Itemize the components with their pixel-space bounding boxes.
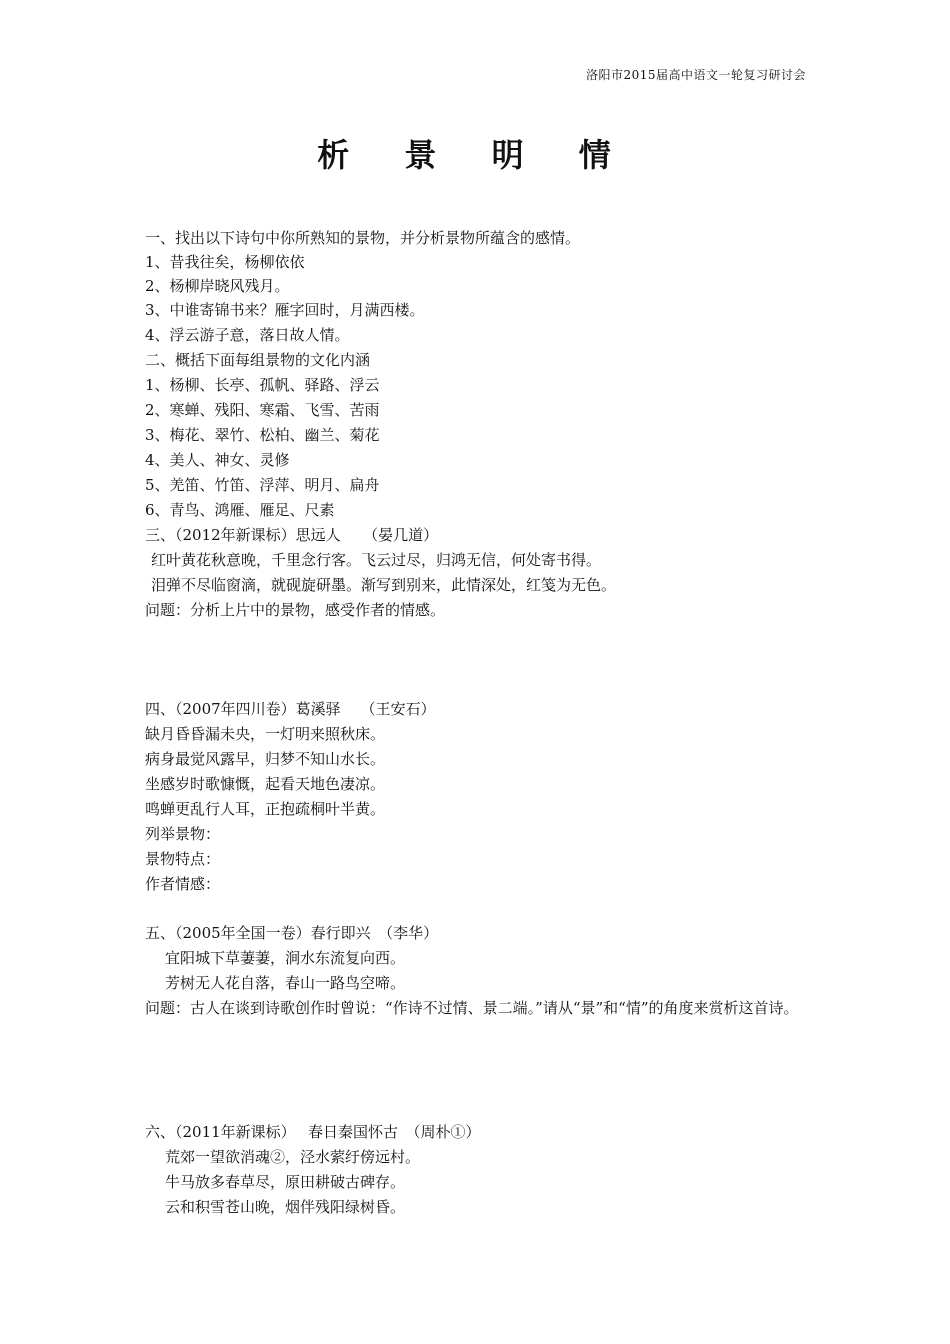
section3-poem-line: 泪弹不尽临窗滴，就砚旋研墨。渐写到别来，此情深处，红笺为无色。 (151, 576, 617, 594)
page-header: 洛阳市2015届高中语文一轮复习研讨会 (585, 68, 806, 82)
section1-heading: 一、找出以下诗句中你所熟知的景物，并分析景物所蕴含的感情。 (145, 229, 581, 247)
section6-poem-line: 荒郊一望欲消魂②，泾水萦纡傍远村。 (165, 1148, 421, 1166)
section4-poem-line: 坐感岁时歌慷慨，起看天地色凄凉。 (145, 775, 386, 793)
section5-poem-line: 宜阳城下草萋萋，涧水东流复向西。 (165, 949, 406, 967)
section6-heading: 六、（2011年新课标） 春日秦国怀古 （周朴①） (145, 1123, 481, 1141)
section5-question: 问题：古人在谈到诗歌创作时曾说：“作诗不过情、景二端。”请从“景”和“情”的角度来赏析这首诗。 (145, 999, 799, 1017)
section2-item: 4、美人、神女、灵修 (145, 451, 290, 469)
section5-heading: 五、（2005年全国一卷）春行即兴 （李华） (145, 924, 439, 942)
section1-item: 4、浮云游子意，落日故人情。 (145, 326, 350, 344)
section6-poem-line: 牛马放多春草尽，原田耕破古碑存。 (165, 1173, 406, 1191)
section5-poem-line: 芳树无人花自落，春山一路鸟空啼。 (165, 974, 406, 992)
section4-heading: 四、（2007年四川卷）葛溪驿 （王安石） (145, 700, 436, 718)
section1-item: 3、中谁寄锦书来？雁字回时，月满西楼。 (145, 301, 425, 319)
section4-poem-line: 缺月昏昏漏未央，一灯明来照秋床。 (145, 725, 386, 743)
section6-poem-line: 云和积雪苍山晚，烟伴残阳绿树昏。 (165, 1198, 406, 1216)
section4-prompt: 景物特点： (145, 850, 221, 868)
section2-heading: 二、概括下面每组景物的文化内涵 (145, 351, 371, 369)
section1-item: 1、昔我往矣，杨柳依依 (145, 253, 305, 271)
section2-item: 5、羌笛、竹笛、浮萍、明月、扁舟 (145, 476, 380, 494)
section4-poem-line: 鸣蝉更乱行人耳，正抱疏桐叶半黄。 (145, 800, 386, 818)
section2-item: 3、梅花、翠竹、松柏、幽兰、菊花 (145, 426, 380, 444)
section2-item: 2、寒蝉、残阳、寒霜、飞雪、苦雨 (145, 401, 380, 419)
page-title: 析 景 明 情 (317, 136, 633, 174)
section4-prompt: 作者情感： (145, 875, 221, 893)
section3-question: 问题：分析上片中的景物，感受作者的情感。 (145, 601, 446, 619)
section4-poem-line: 病身最觉风露早，归梦不知山水长。 (145, 750, 386, 768)
section4-prompt: 列举景物： (145, 825, 221, 843)
section2-item: 1、杨柳、长亭、孤帆、驿路、浮云 (145, 376, 380, 394)
section3-poem-line: 红叶黄花秋意晚，千里念行客。飞云过尽，归鸿无信，何处寄书得。 (151, 551, 602, 569)
section2-item: 6、青鸟、鸿雁、雁足、尺素 (145, 501, 335, 519)
section3-heading: 三、（2012年新课标）思远人 （晏几道） (145, 526, 439, 544)
section1-item: 2、杨柳岸晓风残月。 (145, 277, 290, 295)
